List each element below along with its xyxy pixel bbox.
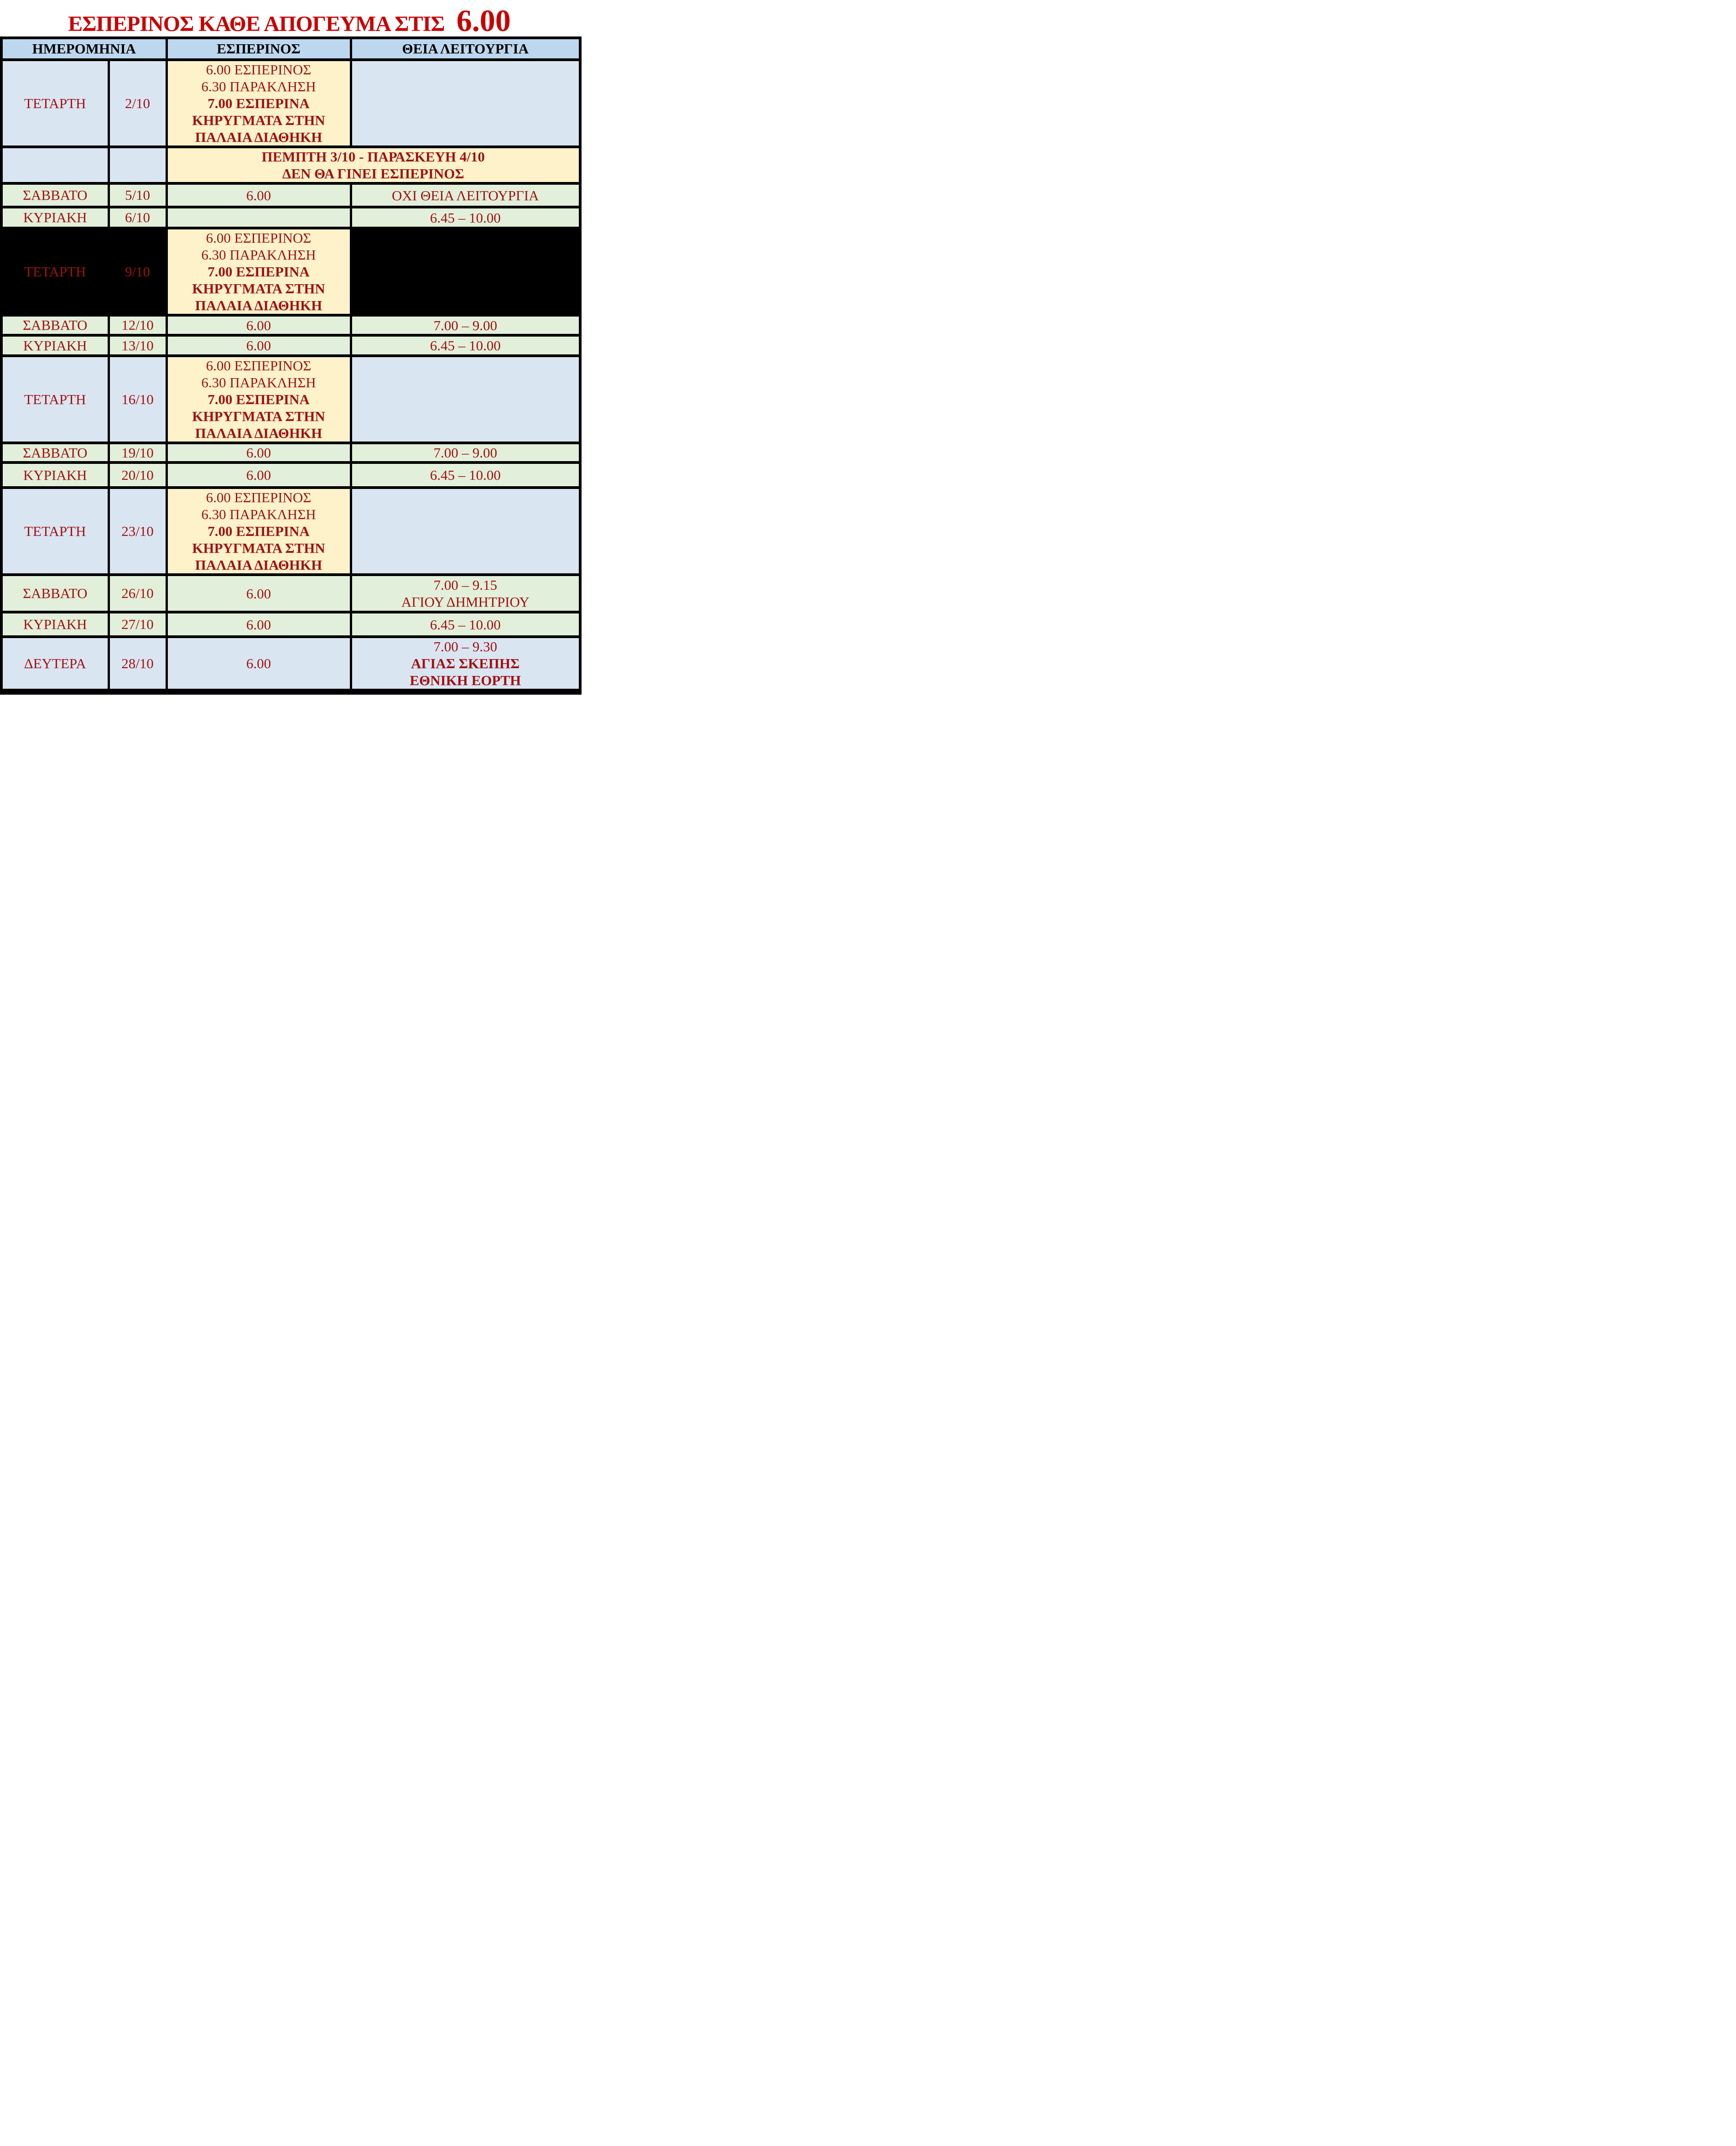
- schedule-row: [1, 488, 580, 575]
- date-label: 6/10: [125, 209, 151, 225]
- date-label: 5/10: [125, 187, 151, 203]
- schedule-row: [1, 612, 580, 637]
- schedule-body: [1, 60, 580, 692]
- cell-line: 7.00 ΕΣΠΕΡΙΝΑ: [208, 391, 310, 407]
- cell-line: 6.00: [246, 317, 271, 333]
- cell-line: ΚΗΡΥΓΜΑΤΑ ΣΤΗΝ: [192, 540, 325, 556]
- vespers-cell: [166, 443, 351, 462]
- cell-line: 6.45 – 10.00: [430, 338, 501, 353]
- liturgy-cell: [351, 612, 580, 637]
- day-label: ΣΑΒΒΑΤΟ: [22, 585, 88, 601]
- date-cell: [109, 207, 166, 228]
- day-label: ΚΥΡΙΑΚΗ: [23, 209, 87, 225]
- date-label: 23/10: [121, 523, 154, 539]
- day-label: ΤΕΤΑΡΤΗ: [24, 95, 86, 111]
- day-label: ΣΑΒΒΑΤΟ: [22, 317, 88, 333]
- date-label: 16/10: [121, 391, 154, 407]
- date-cell: [109, 228, 166, 315]
- vespers-cell: [166, 60, 351, 147]
- date-label: 13/10: [121, 337, 154, 353]
- date-label: 20/10: [121, 467, 154, 483]
- day-label: ΣΑΒΒΑΤΟ: [22, 187, 88, 203]
- liturgy-cell: [351, 228, 580, 315]
- date-label: 27/10: [121, 616, 154, 632]
- schedule-row: [1, 462, 580, 488]
- liturgy-cell: [351, 183, 580, 207]
- cell-line: ΠΑΛΑΙΑ ΔΙΑΘΗΚΗ: [195, 557, 322, 573]
- day-label: ΤΕΤΑΡΤΗ: [24, 523, 86, 539]
- vespers-cell: [166, 462, 351, 488]
- cell-line: 7.00 – 9.00: [433, 317, 497, 333]
- liturgy-cell: [351, 575, 580, 612]
- liturgy-cell: [351, 443, 580, 462]
- cell-line: ΚΗΡΥΓΜΑΤΑ ΣΤΗΝ: [192, 112, 325, 128]
- date-cell: [109, 637, 166, 692]
- date-label: 28/10: [121, 655, 154, 671]
- cell-line: 6.45 – 10.00: [430, 467, 501, 483]
- header-row: [1, 38, 580, 60]
- day-label: ΚΥΡΙΑΚΗ: [23, 467, 87, 483]
- liturgy-cell: [351, 60, 580, 147]
- liturgy-cell: [351, 315, 580, 335]
- day-label: ΚΥΡΙΑΚΗ: [23, 616, 87, 632]
- header-date-column: ΗΜΕΡΟΜΗΝΙΑ: [1, 38, 166, 60]
- cell-line: 6.00 ΕΣΠΕΡΙΝΟΣ: [206, 62, 312, 78]
- cell-line: 6.00 ΕΣΠΕΡΙΝΟΣ: [206, 230, 312, 246]
- date-cell: [109, 462, 166, 488]
- cell-line: ΠΕΜΠΤΗ 3/10 - ΠΑΡΑΣΚΕΥΗ 4/10: [261, 149, 485, 165]
- schedule-row: [1, 356, 580, 443]
- schedule-row: [1, 335, 580, 356]
- schedule-row: [1, 443, 580, 462]
- date-label: 12/10: [121, 317, 154, 333]
- day-cell: [1, 315, 109, 335]
- date-cell: [109, 488, 166, 575]
- day-cell: [1, 443, 109, 462]
- day-label: ΣΑΒΒΑΤΟ: [22, 444, 88, 461]
- day-label: ΤΕΤΑΡΤΗ: [24, 263, 86, 280]
- liturgy-cell: [351, 488, 580, 575]
- day-label: ΤΕΤΑΡΤΗ: [24, 391, 86, 407]
- schedule-row: [1, 183, 580, 207]
- schedule-row: [1, 147, 580, 183]
- cell-line: ΑΓΙΟΥ ΔΗΜΗΤΡΙΟΥ: [401, 594, 530, 610]
- day-cell: [1, 637, 109, 692]
- vespers-cell: [166, 356, 351, 443]
- liturgy-cell: [351, 462, 580, 488]
- date-label: 26/10: [121, 585, 154, 601]
- header-liturgy-column: ΘΕΙΑ ΛΕΙΤΟΥΡΓΙΑ: [351, 38, 580, 60]
- vespers-cell: [166, 637, 351, 692]
- cell-line: 6.45 – 10.00: [430, 616, 501, 633]
- schedule-row: [1, 637, 580, 692]
- title-text: ΕΣΠΕΡΙΝΟΣ ΚΑΘΕ ΑΠΟΓΕΥΜΑ ΣΤΙΣ: [68, 12, 445, 36]
- vespers-cell: [166, 207, 351, 228]
- vespers-cell: [166, 335, 351, 356]
- cell-line: 7.00 ΕΣΠΕΡΙΝΑ: [208, 523, 310, 539]
- cell-line: 7.00 – 9.00: [433, 445, 497, 461]
- cell-line: 6.00: [246, 338, 271, 353]
- cell-line: ΚΗΡΥΓΜΑΤΑ ΣΤΗΝ: [192, 408, 325, 424]
- cell-line: 6.30 ΠΑΡΑΚΛΗΣΗ: [201, 247, 316, 263]
- date-cell: [109, 147, 166, 183]
- date-label: 19/10: [121, 444, 154, 461]
- cell-line: 7.00 – 9.30: [433, 639, 497, 655]
- date-cell: [109, 575, 166, 612]
- cell-line: 6.00: [246, 467, 271, 483]
- notice-cell: [166, 147, 580, 183]
- schedule-row: [1, 228, 580, 315]
- day-cell: [1, 335, 109, 356]
- day-cell: [1, 488, 109, 575]
- title-time: 6.00: [456, 3, 511, 38]
- vespers-cell: [166, 183, 351, 207]
- day-cell: [1, 147, 109, 183]
- cell-line: 6.30 ΠΑΡΑΚΛΗΣΗ: [201, 506, 316, 522]
- schedule-table: [0, 36, 582, 695]
- cell-line: 6.00: [246, 616, 271, 633]
- cell-line: ΟΧΙ ΘΕΙΑ ΛΕΙΤΟΥΡΓΙΑ: [392, 187, 539, 203]
- day-cell: [1, 60, 109, 147]
- cell-line: 7.00 ΕΣΠΕΡΙΝΑ: [208, 95, 310, 111]
- cell-line: ΕΘΝΙΚΗ ΕΟΡΤΗ: [410, 672, 521, 688]
- cell-line: ΠΑΛΑΙΑ ΔΙΑΘΗΚΗ: [195, 425, 322, 441]
- cell-line: 6.00: [246, 187, 271, 203]
- date-cell: [109, 356, 166, 443]
- date-cell: [109, 183, 166, 207]
- cell-line: 6.00: [246, 655, 271, 671]
- cell-line: 7.00 ΕΣΠΕΡΙΝΑ: [208, 264, 310, 280]
- vespers-cell: [166, 228, 351, 315]
- day-cell: [1, 575, 109, 612]
- day-cell: [1, 207, 109, 228]
- vespers-cell: [166, 575, 351, 612]
- day-cell: [1, 462, 109, 488]
- cell-line: ΠΑΛΑΙΑ ΔΙΑΘΗΚΗ: [195, 129, 322, 145]
- vespers-cell: [166, 612, 351, 637]
- date-cell: [109, 315, 166, 335]
- cell-line: 6.00 ΕΣΠΕΡΙΝΟΣ: [206, 489, 312, 505]
- cell-line: 6.00: [246, 445, 271, 461]
- date-cell: [109, 60, 166, 147]
- date-label: 2/10: [125, 95, 151, 111]
- cell-line: 6.00 ΕΣΠΕΡΙΝΟΣ: [206, 358, 312, 374]
- liturgy-cell: [351, 356, 580, 443]
- date-cell: [109, 443, 166, 462]
- vespers-cell: [166, 488, 351, 575]
- cell-line: 6.45 – 10.00: [430, 209, 501, 226]
- liturgy-cell: [351, 335, 580, 356]
- schedule-row: [1, 315, 580, 335]
- vespers-cell: [166, 315, 351, 335]
- cell-line: 6.30 ΠΑΡΑΚΛΗΣΗ: [201, 78, 316, 94]
- schedule-row: [1, 575, 580, 612]
- cell-line: 6.00: [246, 585, 271, 602]
- cell-line: ΔΕΝ ΘΑ ΓΙΝΕΙ ΕΣΠΕΡΙΝΟΣ: [282, 166, 464, 182]
- day-cell: [1, 356, 109, 443]
- day-cell: [1, 228, 109, 315]
- date-cell: [109, 335, 166, 356]
- liturgy-cell: [351, 207, 580, 228]
- cell-line: 6.30 ΠΑΡΑΚΛΗΣΗ: [201, 374, 316, 390]
- page-title: [0, 0, 579, 36]
- cell-line: ΚΗΡΥΓΜΑΤΑ ΣΤΗΝ: [192, 281, 325, 296]
- date-label: 9/10: [125, 263, 151, 280]
- schedule-row: [1, 207, 580, 228]
- day-label: ΔΕΥΤΕΡΑ: [24, 655, 86, 671]
- day-cell: [1, 183, 109, 207]
- liturgy-cell: [351, 637, 580, 692]
- cell-line: ΑΓΙΑΣ ΣΚΕΠΗΣ: [411, 655, 520, 671]
- cell-line: 7.00 – 9.15: [433, 577, 497, 593]
- date-cell: [109, 612, 166, 637]
- header-vespers-column: ΕΣΠΕΡΙΝΟΣ: [166, 38, 351, 60]
- schedule-row: [1, 60, 580, 147]
- cell-line: ΠΑΛΑΙΑ ΔΙΑΘΗΚΗ: [195, 297, 322, 313]
- day-label: ΚΥΡΙΑΚΗ: [23, 337, 87, 353]
- day-cell: [1, 612, 109, 637]
